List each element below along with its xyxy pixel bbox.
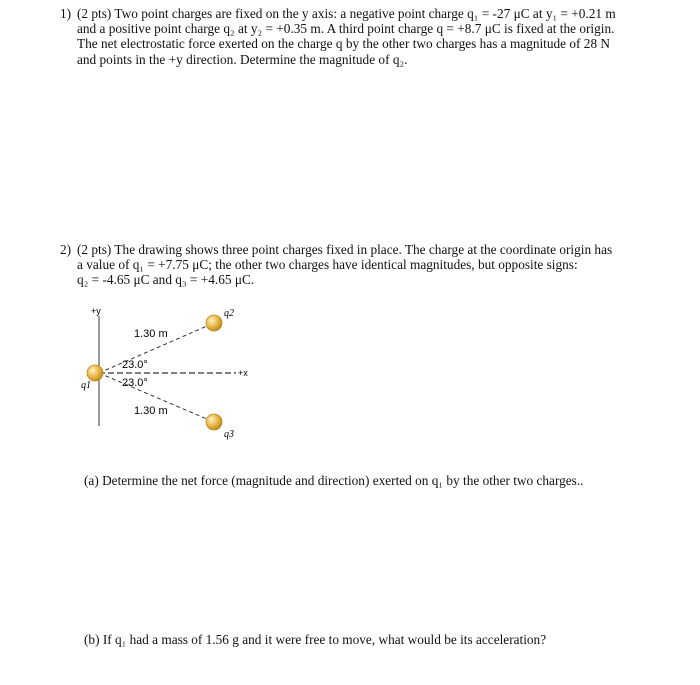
problem-1-line: and points in the +y direction. Determine the magnitude of q₂.	[77, 51, 408, 67]
x-axis-label: +x	[238, 368, 248, 378]
angle-label-bottom: 23.0°	[122, 377, 148, 389]
charge-q1-label: q1	[81, 380, 91, 391]
problem-1-text	[77, 6, 657, 67]
charge-q2	[206, 315, 222, 331]
part-a-question: (a) Determine the net force (magnitude and direction) exerted on q₁ by the other two charges..	[84, 473, 584, 488]
charge-q2-label: q2	[224, 308, 234, 319]
distance-label-top: 1.30 m	[134, 328, 168, 340]
problem-2-line: a value of q₁ = +7.75 μC; the other two charges have identical magnitudes, but opposite signs:	[77, 257, 578, 273]
charge-q3-label: q3	[224, 429, 234, 440]
angle-label-top: 23.0°	[122, 359, 148, 371]
charge-diagram	[78, 300, 278, 450]
problem-1-number: 1)	[60, 6, 72, 21]
y-axis-label: +y	[91, 306, 101, 316]
problem-2-number: 2)	[60, 242, 72, 257]
problem-1-line: The net electrostatic force exerted on the charge q by the other two charges has a magnitude of 28 N	[77, 36, 611, 52]
charge-q3	[206, 414, 222, 430]
distance-label-bottom: 1.30 m	[134, 405, 168, 417]
problem-2-line: q₂ = -4.65 μC and q₃ = +4.65 μC.	[77, 272, 255, 288]
charge-q1	[87, 365, 103, 381]
problem-2-line: (2 pts) The drawing shows three point charges fixed in place. The charge at the coordinate origin has	[77, 242, 613, 257]
problem-1-line: (2 pts) Two point charges are fixed on the y axis: a negative point charge q₁ = -27 μC at y₁ = +0.21 m	[77, 6, 616, 21]
part-b-question: (b) If q₁ had a mass of 1.56 g and it were free to move, what would be its acceleration?	[84, 632, 547, 647]
problem-2-text	[77, 242, 657, 288]
problem-1-line: and a positive point charge q₂ at y₂ = +0.35 m. A third point charge q = +8.7 μC is fixed at the origin.	[77, 21, 615, 37]
